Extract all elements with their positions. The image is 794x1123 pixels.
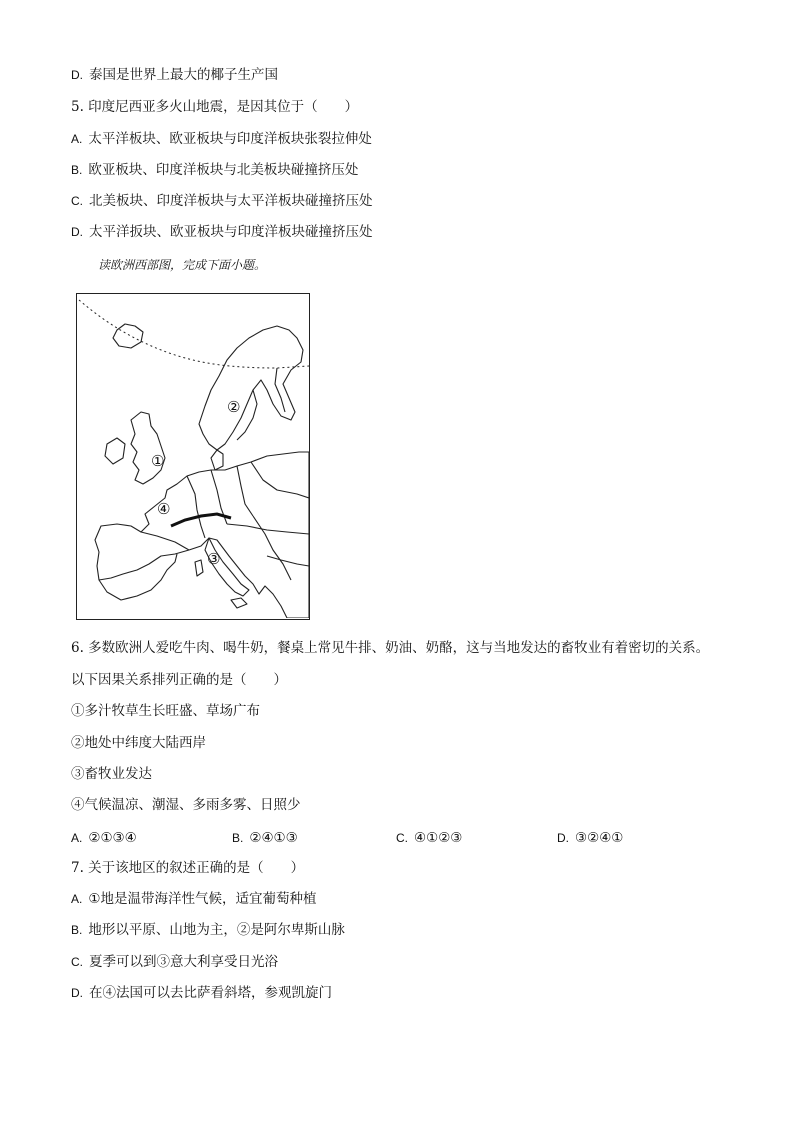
option-label: D. — [71, 68, 83, 82]
option-label: C. — [71, 194, 83, 208]
marker-1: ① — [151, 452, 165, 470]
option-text: 欧亚板块、印度洋板块与北美板块碰撞挤压处 — [88, 162, 359, 178]
question-4-option-d — [71, 66, 278, 84]
balkan-border-2 — [267, 556, 309, 566]
marker-2: ② — [227, 398, 241, 416]
option-label: A. — [71, 132, 83, 146]
iberia-coast — [99, 554, 177, 600]
map-drawing — [77, 294, 309, 618]
option-text: ②④①③ — [249, 830, 298, 846]
question-text: 5. 印度尼西亚多火山地震，是因其位于（ ） — [71, 99, 359, 115]
option-text: ①地是温带海洋性气候，适宜葡萄种植 — [88, 891, 317, 907]
option-label: D. — [71, 986, 83, 1000]
option-text: 地形以平原、山地为主，②是阿尔卑斯山脉 — [88, 922, 345, 938]
option-label: A. — [71, 831, 83, 845]
option-text: ③②④① — [575, 830, 624, 846]
mainland-outline — [95, 452, 309, 618]
question-6-option-b — [232, 829, 298, 847]
question-6-option-d — [557, 829, 623, 847]
question-5-option-b — [71, 161, 358, 179]
option-label: B. — [71, 923, 83, 937]
question-6-statement-4 — [71, 796, 301, 814]
finland-border — [275, 368, 285, 412]
question-6-option-c — [396, 829, 462, 847]
great-britain-outline — [131, 412, 165, 484]
question-6-statement-3 — [71, 765, 152, 783]
option-label: D. — [71, 225, 83, 239]
option-label: D. — [557, 831, 569, 845]
option-text: ②①③④ — [88, 830, 137, 846]
marker-4: ④ — [157, 500, 171, 518]
question-6-stem-line-2 — [71, 671, 287, 689]
question-text: 7. 关于该地区的叙述正确的是（ ） — [71, 860, 305, 876]
ireland-outline — [105, 438, 125, 464]
question-7-option-d — [71, 984, 332, 1002]
sardinia-outline — [195, 560, 203, 576]
option-text: 夏季可以到③意大利享受日光浴 — [89, 954, 278, 970]
option-text: 在④法国可以去比萨看斜塔，参观凯旋门 — [89, 985, 332, 1001]
question-5-option-c — [71, 192, 373, 210]
option-label: A. — [71, 892, 83, 906]
poland-border — [251, 462, 309, 498]
question-6-statement-1 — [71, 702, 260, 720]
alps-border — [227, 524, 309, 534]
option-label: C. — [396, 831, 408, 845]
france-east-border — [187, 476, 205, 538]
question-7-stem — [71, 859, 304, 877]
question-6-statement-2 — [71, 734, 206, 752]
pyrenees-border — [141, 532, 189, 550]
denmark-outline — [211, 450, 223, 470]
question-text: 以下因果关系排列正确的是（ ） — [71, 672, 287, 688]
option-text: 太平洋扳块、欧亚板块与印度洋板块碰撞挤压处 — [89, 224, 373, 240]
balkan-border — [253, 516, 291, 580]
option-label: C. — [71, 955, 83, 969]
option-text: 泰国是世界上最大的椰子生产国 — [89, 67, 278, 83]
question-7-option-a — [71, 890, 316, 908]
marker-3: ③ — [207, 550, 221, 568]
option-text: ④①②③ — [414, 830, 463, 846]
statement-text: ④气候温凉、潮湿、多雨多雾、日照少 — [71, 797, 301, 813]
map-caption: 读欧洲西部图，完成下面小题。 — [98, 258, 267, 272]
scandinavia-outline — [199, 326, 303, 450]
option-label: B. — [71, 163, 83, 177]
question-6-stem-line-1 — [71, 639, 709, 657]
question-7-option-b — [71, 921, 345, 939]
question-7-option-c — [71, 953, 278, 971]
question-6-option-a — [71, 829, 137, 847]
question-5-option-d — [71, 223, 373, 241]
question-5-stem — [71, 98, 358, 116]
iceland-outline — [113, 324, 143, 348]
question-6-options — [0, 829, 794, 847]
sicily-outline — [231, 598, 247, 608]
question-5-option-a — [71, 130, 372, 148]
western-europe-map — [76, 293, 310, 620]
germany-east-border — [237, 466, 253, 516]
option-text: 太平洋板块、欧亚板块与印度洋板块张裂拉伸处 — [88, 131, 372, 147]
statement-text: ②地处中纬度大陆西岸 — [71, 735, 206, 751]
option-text: 北美板块、印度洋板块与太平洋板块碰撞挤压处 — [89, 193, 373, 209]
option-label: B. — [232, 831, 244, 845]
statement-text: ①多汁牧草生长旺盛、草场广布 — [71, 703, 260, 719]
question-text: 6. 多数欧洲人爱吃牛肉、喝牛奶，餐桌上常见牛排、奶油、奶酪，这与当地发达的畜牧业有着密切的关系。 — [71, 640, 710, 656]
arctic-circle-line — [79, 300, 309, 368]
statement-text: ③畜牧业发达 — [71, 766, 152, 782]
